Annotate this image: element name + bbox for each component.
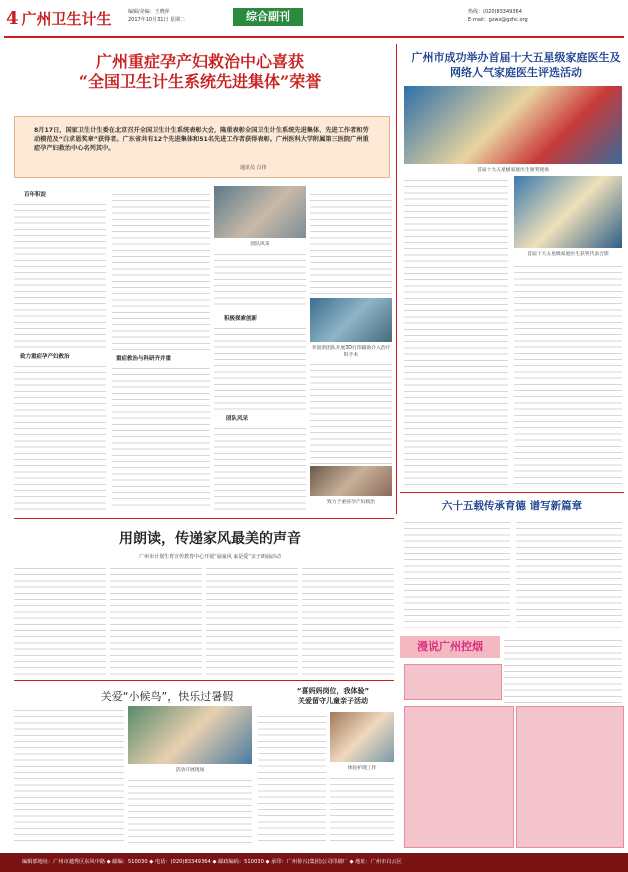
section-rule (14, 680, 394, 681)
lead-body-text (310, 190, 392, 294)
bottom-mid-body-text (258, 712, 326, 846)
photo-caption: 团队风采 (250, 242, 270, 247)
paper-name: 广州卫生计生 (21, 10, 112, 28)
meta-line: 2017年10月31日 星期二 (128, 17, 186, 23)
cartoon-panel (516, 706, 624, 848)
photo-caption: 活动开展现场 (175, 768, 205, 773)
lead-subhead: 致力重症孕产妇救治 (20, 354, 70, 360)
middle-body-text (206, 564, 298, 676)
photo-caption: 体验护理工作 (347, 766, 377, 771)
bottom-left-headline: 关爱“小候鸟”，快乐过暑假 (100, 690, 234, 703)
lead-photo (310, 298, 392, 342)
right-top-body-text (404, 176, 508, 486)
meta-line: 热线：(020)83349364 (468, 9, 522, 15)
cartoon-panel (404, 706, 514, 848)
bottom-mid-headline-line: 关爱留守儿童亲子活动 (298, 697, 368, 705)
bottom-mid-headline-line: “喜妈妈岗位，我体验” (296, 687, 370, 695)
lead-body-text (112, 190, 210, 350)
right-mid-body-text (516, 518, 622, 628)
middle-body-text (302, 564, 394, 676)
section-rule (400, 492, 624, 493)
bottom-mid-body-text (330, 774, 394, 846)
bottom-mid-headline (258, 686, 408, 706)
photo-caption: 首届十大五星级家庭医生获奖代表合影 (527, 252, 609, 257)
bottom-left-body-text (14, 706, 124, 846)
lead-photo (310, 466, 392, 496)
meta-line: 编辑/美编：王晓萍 (128, 9, 170, 15)
right-top-photo (514, 176, 622, 248)
masthead (0, 0, 628, 40)
bottom-left-photo (128, 706, 252, 764)
section-rule (14, 518, 394, 519)
lead-body-text (214, 324, 306, 410)
section-banner: 综合副刊 (233, 8, 303, 26)
lead-headline-line: 广州重症孕产妇救治中心喜获 (95, 52, 304, 71)
photo-caption: 首届十大五星级家庭医生颁奖现场 (477, 168, 549, 173)
lead-body-text (112, 364, 210, 510)
middle-headline: 用朗读，传递家风最美的声音 (119, 531, 301, 547)
bottom-mid-photo (330, 712, 394, 762)
header-meta (128, 8, 185, 24)
page-number: 4 (6, 8, 19, 29)
lead-subhead: 积极探索创新 (224, 316, 258, 322)
bottom-right-body-text (504, 636, 622, 706)
photo-caption: 李晨余团队开展3D打印辅助介入治疗科手术 (311, 346, 391, 358)
lead-headline-line: “全国卫生计生系统先进集体”荣誉 (78, 72, 322, 91)
meta-line: E-mail：gzws@gzhc.org (468, 17, 528, 23)
lead-body-text (214, 424, 306, 510)
column-rule (396, 44, 397, 514)
header-right-meta (468, 8, 528, 24)
lead-summary: 8月17日，国家卫生计生委在北京召开全国卫生计生系统表彰大会，隆重表彰全国卫生计生系统先进集体、先进工作者和劳动模范及“白求恩奖章”获得者。广东省共有12个先进集体和51名先进工作者获得表彰。广州医科大学附属第三医院广州重症孕产妇救治中心名列其中。 (34, 127, 369, 152)
footer-text: 编辑部地址：广州市越秀区东风中路 ◆ 邮编：510030 ◆ 电话：(020)83349364 ◆ 邮政编码：510030 ◆ 承印：广州侨兴(集团)公司印刷厂 ◆ 地址：广州市白云区 (22, 859, 402, 865)
lead-subhead: 百年积淀 (24, 192, 47, 198)
lead-subhead: 重症救治与科研齐并重 (116, 356, 172, 362)
right-mid-body-text (404, 518, 510, 628)
right-top-body-text (514, 262, 622, 486)
lead-body-text (310, 360, 392, 464)
header-rule (4, 36, 624, 38)
right-mid-headline: 六十五载传承育德 谱写新篇章 (441, 500, 583, 512)
lead-body-text (14, 200, 106, 348)
lead-subhead: 团队风采 (226, 416, 249, 422)
paper-logo (6, 8, 112, 29)
lead-headline (20, 52, 380, 92)
photo-caption: 致力于重症孕产妇救治 (327, 500, 375, 505)
middle-body-text (110, 564, 202, 676)
lead-photo (214, 186, 306, 238)
lead-body-text (14, 362, 106, 510)
right-top-photo (404, 86, 622, 164)
lead-byline: 通讯员 白伟 (240, 165, 267, 171)
smoke-control-banner: 漫说广州控烟 (400, 636, 500, 658)
right-top-headline: 广州市成功举办首届十大五星级家庭医生及网络人气家庭医生评选活动 (411, 51, 621, 79)
middle-subhead: 广州市计划生育宣传教育中心开展“诵家风 家是爱”亲子朗诵活动 (139, 554, 281, 560)
middle-body-text (14, 564, 106, 676)
cartoon-panel (404, 664, 502, 700)
lead-body-text (214, 250, 306, 310)
bottom-left-body-text (128, 776, 252, 846)
